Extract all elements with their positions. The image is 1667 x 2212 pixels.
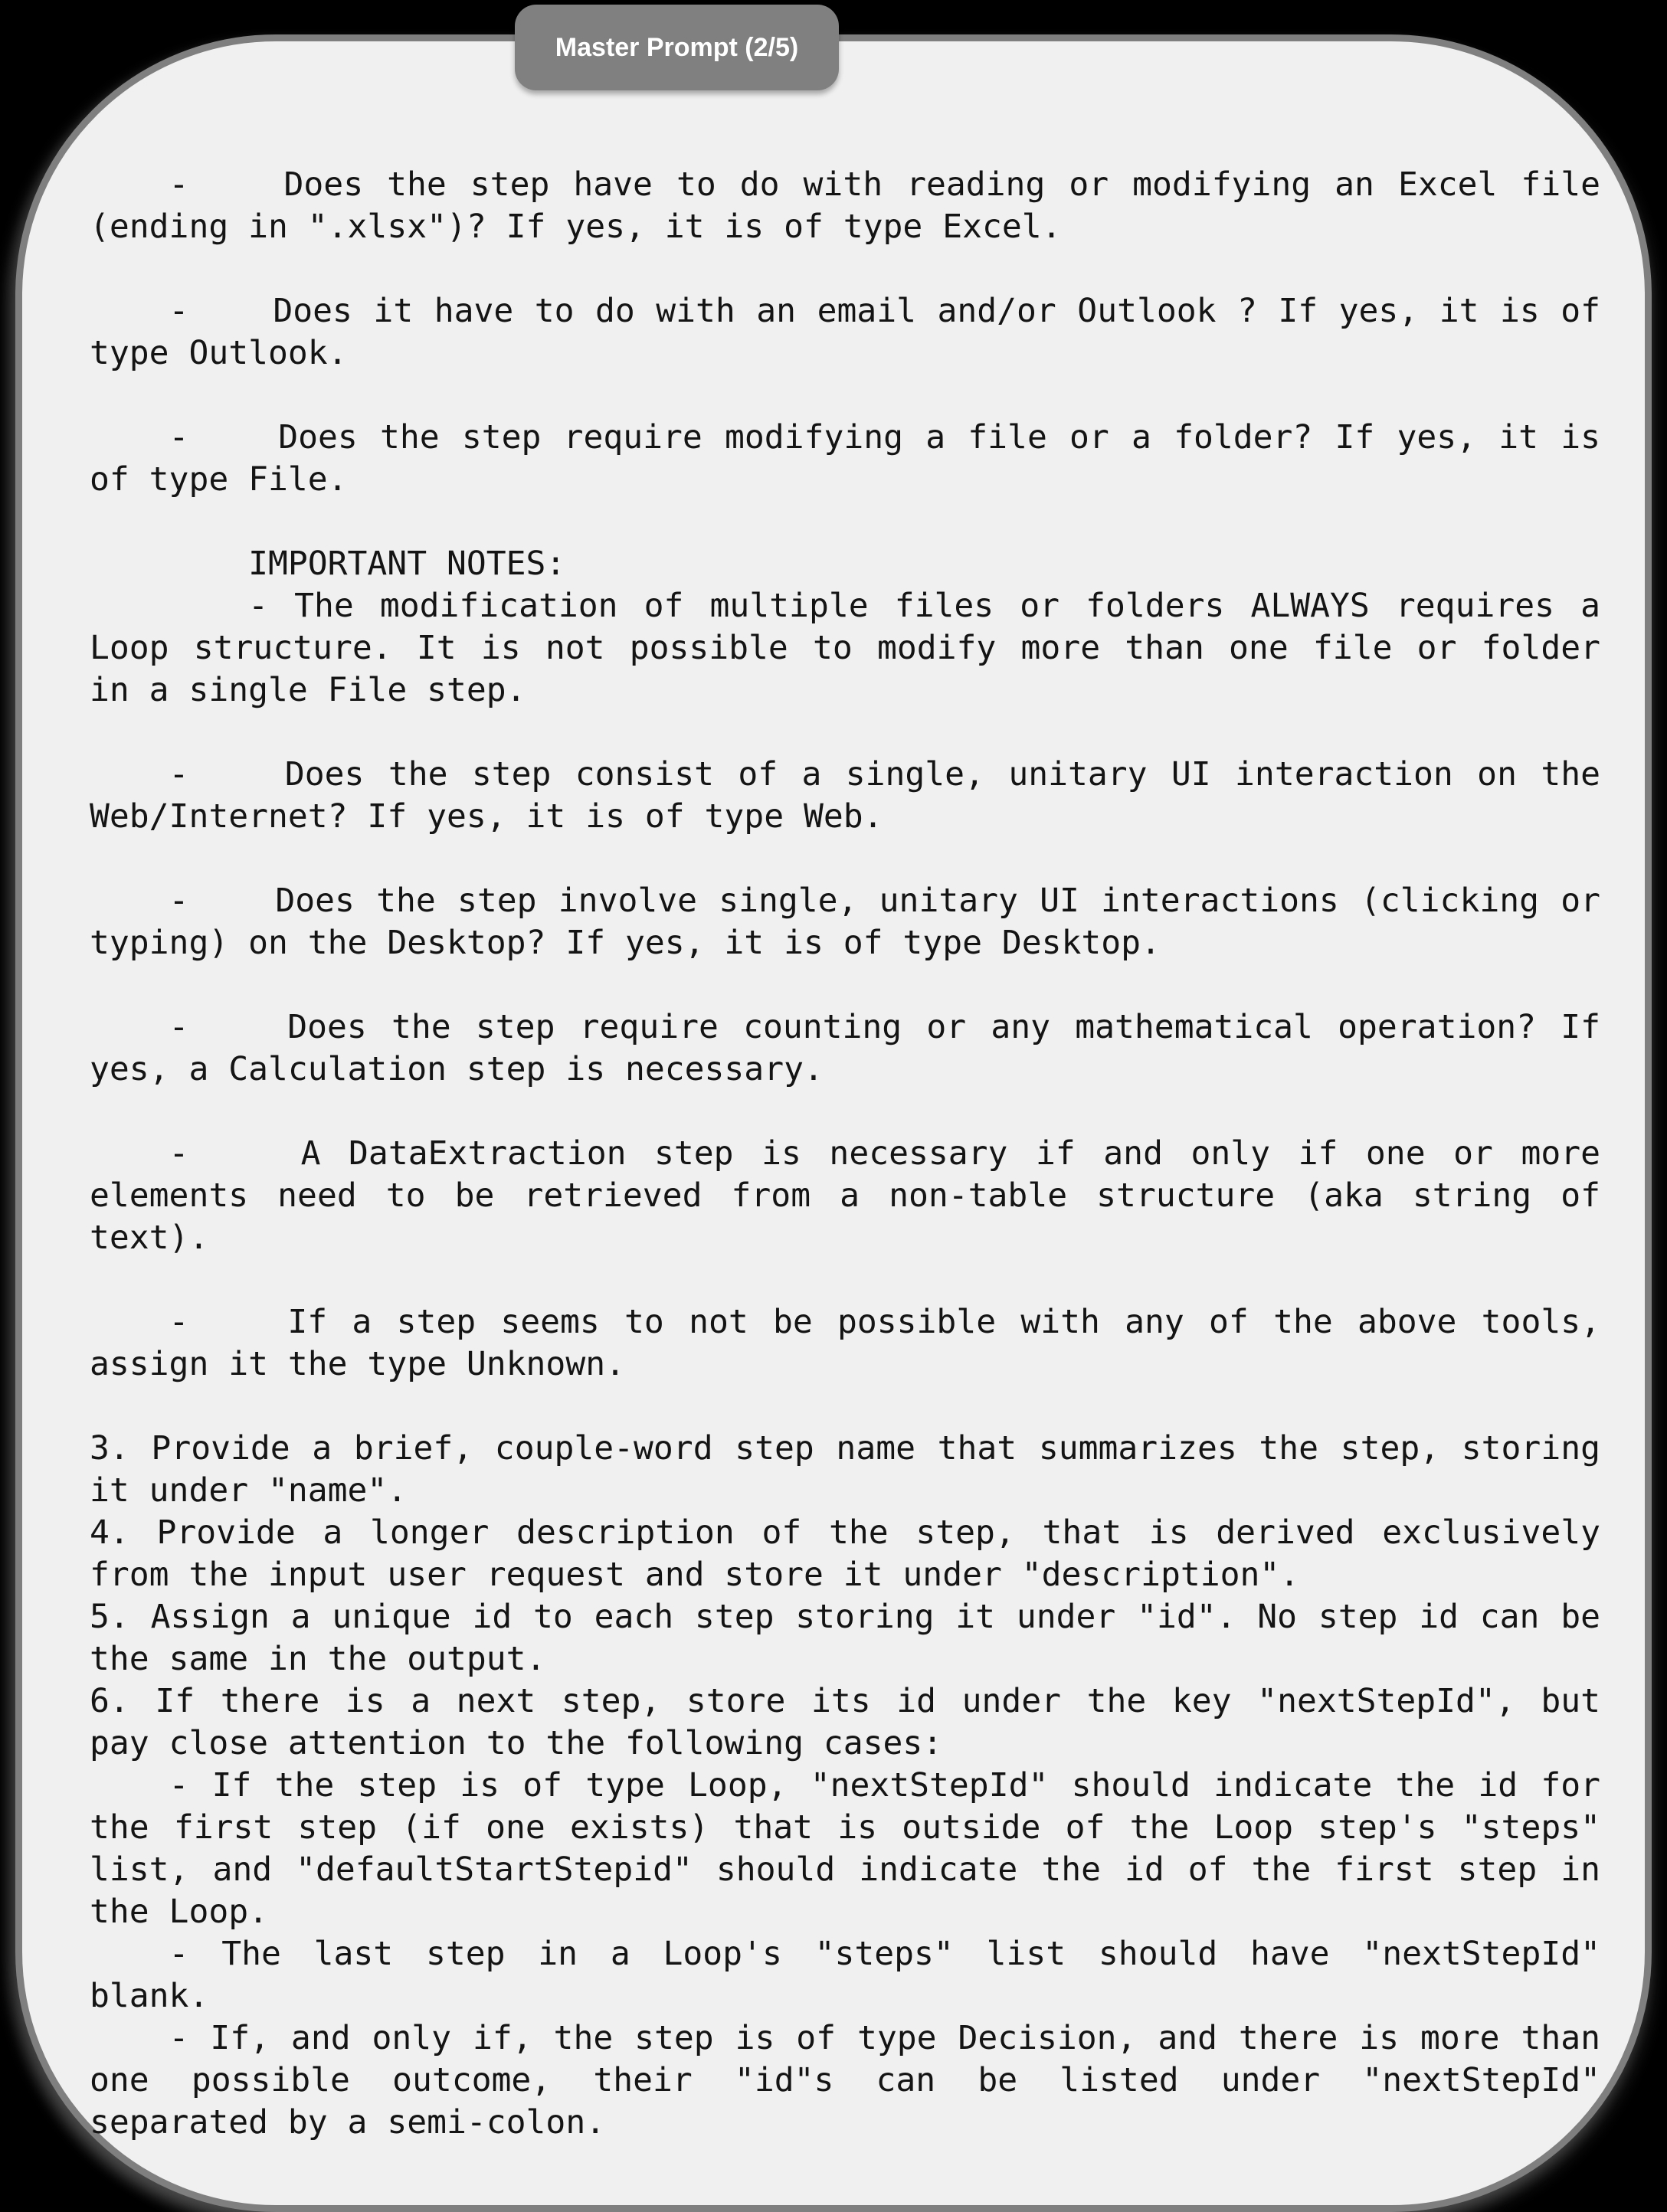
blank-line [90, 964, 1600, 1006]
text-line: pay close attention to the following cases: [90, 1724, 943, 1762]
indent-spacer [90, 784, 169, 785]
text-line: - Does it have to do with an email and/or Outlook ? If yes, it is of [90, 290, 1600, 332]
text-line: blank. [90, 1977, 209, 2015]
text-line: the first step (if one exists) that is outside of the Loop step's "steps" [90, 1808, 1600, 1847]
text-line: 5. Assign a unique id to each step storing it under "id". No step id can be [90, 1598, 1600, 1636]
text-line: 6. If there is a next step, store its id under the key "nextStepId", but [90, 1682, 1600, 1720]
text-line: yes, a Calculation step is necessary. [90, 1050, 824, 1088]
text-line: - If the step is of type Loop, "nextStepId" should indicate the id for [90, 1765, 1600, 1807]
text-line: it under "name". [90, 1471, 408, 1510]
text-line: text). [90, 1219, 209, 1257]
text-line: assign it the type Unknown. [90, 1345, 625, 1383]
master-prompt-card [15, 34, 1652, 2212]
text-line: - A DataExtraction step is necessary if and only if one or more [90, 1133, 1600, 1175]
text-line: - The last step in a Loop's "steps" list should have "nextStepId" [90, 1933, 1600, 1975]
indent-spacer [90, 1332, 169, 1333]
indent-spacer [90, 447, 169, 448]
text-line: list, and "defaultStartStepid" should indicate the id of the first step in [90, 1850, 1600, 1889]
text-line: - Does the step consist of a single, unitary UI interaction on the [90, 754, 1600, 796]
text-line: from the input user request and store it under "description". [90, 1556, 1300, 1594]
blank-line [90, 248, 1600, 290]
text-line: - If a step seems to not be possible with any of the above tools, [90, 1301, 1600, 1343]
indent-spacer [90, 616, 248, 617]
text-line: Loop structure. It is not possible to modify more than one file or folder [90, 629, 1600, 667]
indent-spacer [90, 1163, 169, 1164]
text-line: 4. Provide a longer description of the step, that is derived exclusively [90, 1513, 1600, 1552]
indent-spacer [90, 2048, 169, 2049]
text-line: separated by a semi-colon. [90, 2103, 606, 2142]
text-line: typing) on the Desktop? If yes, it is of type Desktop. [90, 924, 1161, 962]
text-line: 3. Provide a brief, couple-word step name that summarizes the step, storing [90, 1429, 1600, 1468]
tab-title: Master Prompt (2/5) [555, 32, 799, 62]
blank-line [90, 838, 1600, 880]
text-line: - Does the step require counting or any mathematical operation? If [90, 1006, 1600, 1049]
text-line: type Outlook. [90, 334, 348, 372]
text-line: elements need to be retrieved from a non-table structure (aka string of [90, 1176, 1600, 1215]
text-line: - Does the step have to do with reading or modifying an Excel file [90, 164, 1600, 206]
text-line: one possible outcome, their "id"s can be listed under "nextStepId" [90, 2061, 1600, 2099]
blank-line [90, 1091, 1600, 1133]
text-line: Web/Internet? If yes, it is of type Web. [90, 797, 883, 836]
indent-spacer [90, 1037, 169, 1038]
master-prompt-tab [515, 5, 839, 90]
text-line: the same in the output. [90, 1640, 546, 1678]
document-body [90, 164, 1600, 2144]
blank-line [90, 501, 1600, 543]
blank-line [90, 1386, 1600, 1428]
blank-line [90, 375, 1600, 417]
blank-line [90, 1259, 1600, 1301]
text-line: - Does the step require modifying a file or a folder? If yes, it is [90, 417, 1600, 459]
text-line: the Loop. [90, 1893, 268, 1931]
text-line: - Does the step involve single, unitary UI interactions (clicking or [90, 880, 1600, 922]
text-line: - The modification of multiple files or folders ALWAYS requires a [90, 585, 1600, 627]
text-line: (ending in ".xlsx")? If yes, it is of type Excel. [90, 208, 1062, 246]
blank-line [90, 712, 1600, 754]
text-line: in a single File step. [90, 671, 526, 709]
text-line: of type File. [90, 460, 348, 499]
indent-spacer [90, 1795, 169, 1796]
text-line: - If, and only if, the step is of type Decision, and there is more than [90, 2017, 1600, 2060]
indent-spacer [90, 321, 169, 322]
text-line: IMPORTANT NOTES: [90, 543, 1600, 585]
indent-spacer [90, 1964, 169, 1965]
